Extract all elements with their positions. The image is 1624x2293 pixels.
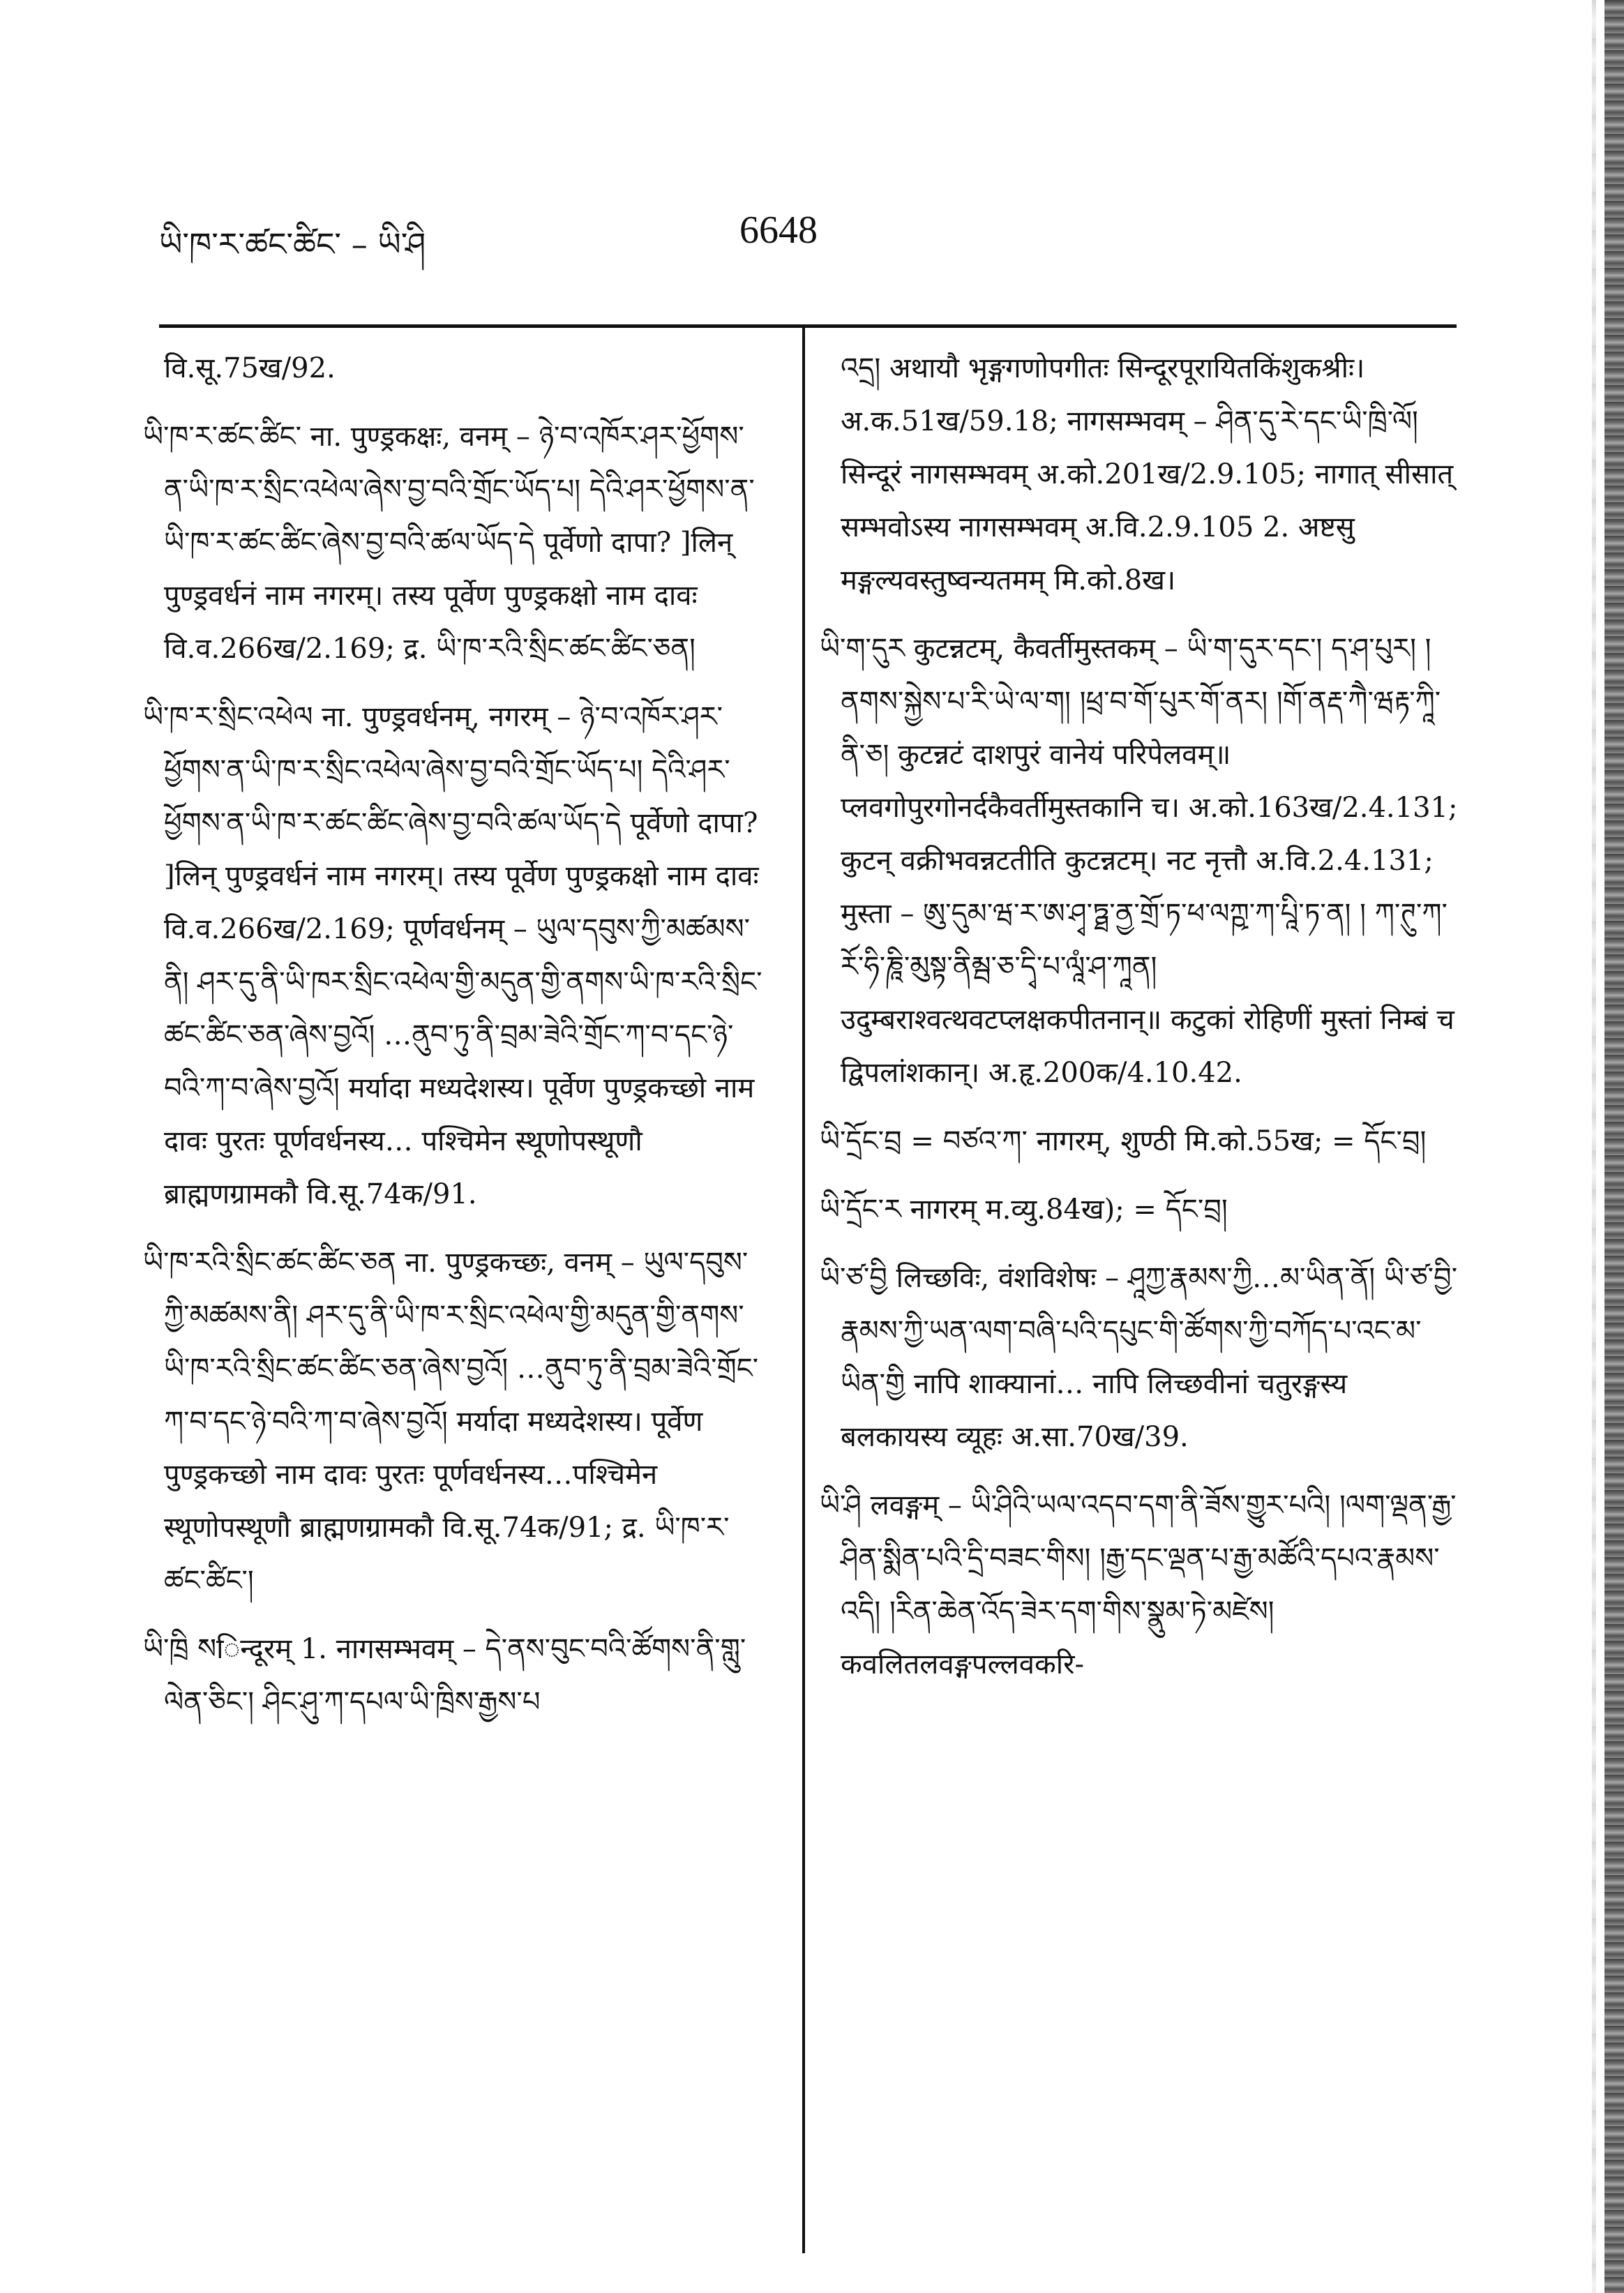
page-number: 6648 <box>739 209 818 252</box>
dictionary-entry: ཡི་ཁ་རའི་སྲིང་ཚང་ཚིང་ཅན ना. पुण्ड्रकच्छः, वनम् – ཡུལ་དབུས་ཀྱི་མཚམས་ནི། ཤར་དུ་ནི་ཡི་ཁ་ར་སྲིང་འཕེལ་གྱི་མདུན་གྱི་ནགས་ཡི་ཁ་རའི་སྲིང་ཚང་ཚིང་ཅན་ཞེས་བྱའོ། …ནུབ་ཏུ་ནི་བྲམ་ཟེའི་གྲོང་ཀ་བ་དང་ཉེ་བའི་ཀ་བ་ཞེས་བྱའོ། मर्यादा मध्यदेशस्य। पूर्वेण पुण्ड्रकच्छो नाम दावः पुरतः पूर्णवर्धनस्य…पश्चिमेन स्थूणोपस्थूणौ ब्राह्मणग्रामकौ वि.सू.74क/91; द्र. ཡི་ཁ་ར་ཚང་ཚིང་། <box>143 1247 759 1597</box>
header-rule <box>159 324 1457 328</box>
scan-edge-shadow <box>1592 0 1596 2293</box>
dictionary-entry: वि.सू.75ख/92. <box>164 352 336 384</box>
column-divider <box>802 328 805 2253</box>
dictionary-entry: ཡི་ཙ་བྱི लिच्छविः, वंशविशेषः – ཤཱཀྱ་རྣམས་ཀྱི…མ་ཡིན་ནོ། ཡི་ཙ་བྱི་རྣམས་ཀྱི་ཡན་ལག་བཞི་པའི་དཔུང་གི་ཚོགས་ཀྱི་བཀོད་པ་འང་མ་ཡིན་གྱི नापि शाक्यानां… नापि लिच्छवीनां चतुरङ्गस्य बलकायस्य व्यूहः अ.सा.70ख/39. <box>820 1262 1458 1453</box>
dictionary-entry: ཡི་ག་དུར कुटन्नटम्, कैवर्तीमुस्तकम् – ཡི་ག་དུར་དང་། ད་ཤ་པུར། །ནགས་སྐྱེས་པ་རི་ཡེ་ལ་ག། །ཕྲ་བ་གོ་པུར་གོ་ནར། །གོ་ནརྡ་ཀཻ་ཝརྟ་ཀཱི་ནི་ཅ། कुटन्नटं दाशपुरं वानेयं परिपेलवम्॥ प्लवगोपुरगोनर्दकैवर्तीमुस्तकानि च। अ.को.163ख/2.4.131; कुटन् वक्रीभवन्नटतीति कुटन्नटम्। नट नृत्तौ अ.वि.2.4.131; मुस्ता – ཨུ་དུམ་ཝ་ར་ཨ་ཤྭ་ཏྠ་ནྱ་གྲོ་ཏ་ཕ་ལཀྵ་ཀ་པཱི་ཏ་ན། ། ཀ་ཊུ་ཀ་རོ་ཧི་ཎཱི་མུསྟ་ནིམྦ་ཅ་དྭི་པ་ལཱཾ་ཤ་ཀཱན། उदुम्बराश्वत्थवटप्लक्षकपीतनान्॥ कटुकां रोहिणीं मुस्तां निम्बं च द्विपलांशकान्। अ.हृ.200क/4.10.42. <box>820 633 1458 1089</box>
left-column <box>143 342 764 1744</box>
running-header: ཡི་ཁ་ར་ཚང་ཚིང་ – ཡི་ཤི <box>159 225 426 263</box>
right-column <box>820 342 1461 1706</box>
dictionary-entry: ཡི་ཁ་ར་སྲིང་འཕེལ ना. पुण्ड्रवर्धनम्, नगरम् – ཉེ་བ་འཁོར་ཤར་ཕྱོགས་ན་ཡི་ཁ་ར་སྲིང་འཕེལ་ཞེས་བྱ་བའི་གྲོང་ཡོད་པ། དེའི་ཤར་ཕྱོགས་ན་ཡི་ཁ་ར་ཚང་ཚིང་ཞེས་བྱ་བའི་ཚལ་ཡོད་དེ पूर्वेणो दापा? ]लिन् पुण्ड्रवर्धनं नाम नगरम्। तस्य पूर्वेण पुण्ड्रकक्षो नाम दावः वि.व.266ख/2.169; पूर्णवर्धनम् – ཡུལ་དབུས་ཀྱི་མཚམས་ནི། ཤར་དུ་ནི་ཡི་ཁར་སྲིང་འཕེལ་གྱི་མདུན་གྱི་ནགས་ཡི་ཁ་རའི་སྲིང་ཚང་ཚིང་ཅན་ཞེས་བྱའོ། …ནུབ་ཏུ་ནི་བྲམ་ཟེའི་གྲོང་ཀ་བ་དང་ཉེ་བའི་ཀ་བ་ཞེས་བྱའོ། मर्यादा मध्यदेशस्य। पूर्वेण पुण्ड्रकच्छो नाम दावः पुरतः पूर्णवर्धनस्य… पश्चिमेन स्थूणोपस्थूणौ ब्राह्मणग्रामकौ वि.सू.74क/91. <box>143 701 762 1210</box>
dictionary-entry: ཡི་ཤི लवङ्गम् – ཡི་ཤིའི་ཡལ་འདབ་དག་ནི་ཟོས་གྱུར་པའི། །ལག་ལྡན་རྒྱ་ཤིན་སྨིན་པའི་དྲི་བཟང་གིས། །རྒྱ་དང་ལྡན་པ་རྒྱ་མཚོའི་དཔའ་རྣམས་འདི། །རིན་ཆེན་འོད་ཟེར་དག་གིས་སྣུམ་ཏེ་མཛེས། कवलितलवङ्गपल्लवकरि- <box>820 1489 1457 1681</box>
dictionary-entry: འདྲ། अथायौ भृङ्गगणोपगीतः सिन्दूरपूरायितकिंशुकश्रीः। अ.क.51ख/59.18; नागसम्भवम् – ཤིན་དུ་རེ་དང་ཡི་ཁྲི་ལོ། सिन्दूरं नागसम्भवम् अ.को.201ख/2.9.105; नागात् सीसात् सम्भवोऽस्य नागसम्भवम् अ.वि.2.9.105 2. अष्टसु मङ्गल्यवस्तुष्वन्यतमम् मि.को.8ख। <box>841 352 1454 596</box>
dictionary-entry: ཡི་ཁ་ར་ཚང་ཚིང་ ना. पुण्ड्रकक्षः, वनम् – ཉེ་བ་འཁོར་ཤར་ཕྱོགས་ན་ཡི་ཁ་ར་སྲིང་འཕེལ་ཞེས་བྱ་བའི་གྲོང་ཡོད་པ། དེའི་ཤར་ཕྱོགས་ན་ཡི་ཁ་ར་ཚང་ཚིང་ཞེས་བྱ་བའི་ཚལ་ཡོད་དེ पूर्वेणो दापा? ]लिन् पुण्ड्रवर्धनं नाम नगरम्। तस्य पूर्वेण पुण्ड्रकक्षो नाम दावः वि.व.266ख/2.169; द्र. ཡི་ཁ་རའི་སྲིང་ཚང་ཚིང་ཅན། <box>143 421 755 665</box>
dictionary-entry: ཡི་ཁྲི སिन्दूरम् 1. नागसम्भवम् – དེ་ནས་བུང་བའི་ཚོགས་ནི་གླུ་ལེན་ཅིང་། ཤིང་ཤུ་ཀ་དཔལ་ཡི་ཁྲིས་རྒྱས་པ <box>143 1633 746 1718</box>
dictionary-entry: ཡི་དྲོང་ར नागरम् म.व्यु.84ख); = དོང་བྲ། <box>820 1194 1228 1226</box>
dictionary-entry: ཡི་དྲོང་བྲ = བཙའ་ཀ་ नागरम्, शुण्ठी मि.को.55ख; = དོང་བྲ། <box>820 1125 1427 1157</box>
scan-edge-binding <box>1604 0 1624 2293</box>
